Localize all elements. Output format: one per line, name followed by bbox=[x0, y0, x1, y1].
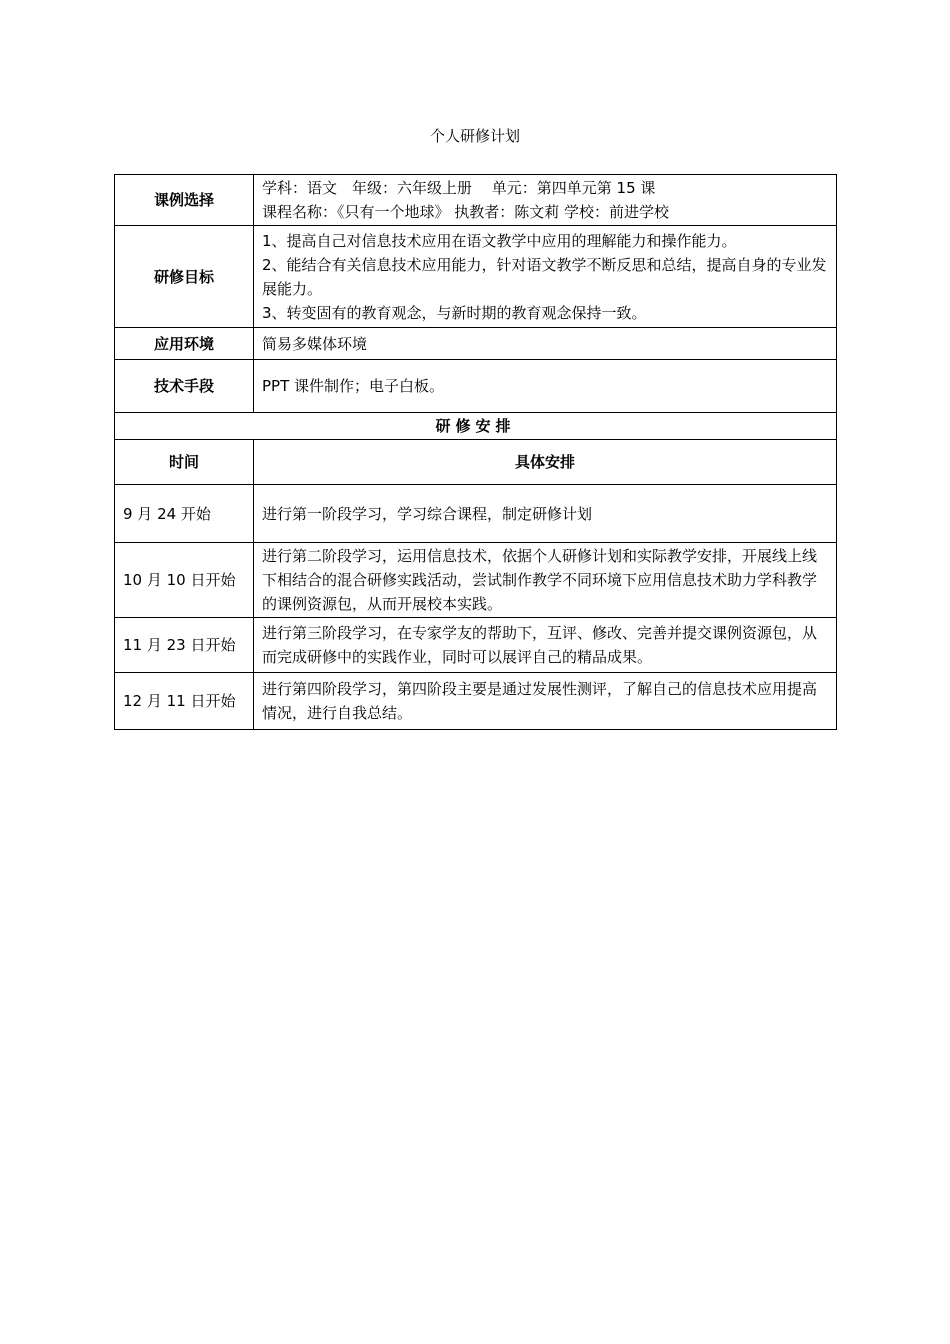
course-info bbox=[254, 175, 837, 226]
schedule-time: 12 月 11 日开始 bbox=[115, 673, 254, 730]
tech-row bbox=[115, 360, 837, 413]
schedule-plan: 进行第一阶段学习，学习综合课程，制定研修计划 bbox=[254, 485, 837, 543]
course-line-1: 学科：语文 年级：六年级上册 单元：第四单元第 15 课 bbox=[262, 179, 656, 197]
schedule-time: 9 月 24 开始 bbox=[115, 485, 254, 543]
goals-content bbox=[254, 226, 837, 328]
col-time-header: 时间 bbox=[115, 440, 254, 485]
schedule-plan: 进行第三阶段学习，在专家学友的帮助下，互评、修改、完善并提交课例资源包，从而完成研修中的实践作业，同时可以展评自己的精品成果。 bbox=[254, 618, 837, 673]
schedule-header-row bbox=[115, 440, 837, 485]
schedule-heading-row bbox=[115, 413, 837, 440]
page-title: 个人研修计划 bbox=[429, 127, 520, 145]
goal-item: 1、提高自己对信息技术应用在语文教学中应用的理解能力和操作能力。 bbox=[262, 231, 737, 250]
goals-row bbox=[115, 226, 837, 328]
schedule-row bbox=[115, 485, 837, 543]
schedule-heading: 研修安排 bbox=[115, 413, 837, 440]
environment-row bbox=[115, 328, 837, 360]
schedule-row bbox=[115, 618, 837, 673]
course-row bbox=[115, 175, 837, 226]
schedule-time: 10 月 10 日开始 bbox=[115, 543, 254, 618]
schedule-time: 11 月 23 日开始 bbox=[115, 618, 254, 673]
tech-value: PPT 课件制作；电子白板。 bbox=[254, 360, 837, 413]
study-plan-table bbox=[114, 174, 837, 730]
goal-item: 2、能结合有关信息技术应用能力，针对语文教学不断反思和总结，提高自身的专业发展能力。 bbox=[262, 255, 827, 298]
course-label: 课例选择 bbox=[115, 175, 254, 226]
course-line-2: 课程名称：《只有一个地球》 执教者：陈文莉 学校：前进学校 bbox=[262, 203, 670, 221]
environment-label: 应用环境 bbox=[115, 328, 254, 360]
environment-value: 简易多媒体环境 bbox=[254, 328, 837, 360]
schedule-plan: 进行第四阶段学习，第四阶段主要是通过发展性测评，了解自己的信息技术应用提高情况，进行自我总结。 bbox=[254, 673, 837, 730]
schedule-row bbox=[115, 543, 837, 618]
tech-label: 技术手段 bbox=[115, 360, 254, 413]
schedule-row bbox=[115, 673, 837, 730]
goals-label: 研修目标 bbox=[115, 226, 254, 328]
goal-item: 3、转变固有的教育观念，与新时期的教育观念保持一致。 bbox=[262, 303, 647, 322]
schedule-plan: 进行第二阶段学习，运用信息技术，依据个人研修计划和实际教学安排，开展线上线下相结合的混合研修实践活动，尝试制作教学不同环境下应用信息技术助力学科教学的课例资源包，从而开展校本实践。 bbox=[254, 543, 837, 618]
col-plan-header: 具体安排 bbox=[254, 440, 837, 485]
